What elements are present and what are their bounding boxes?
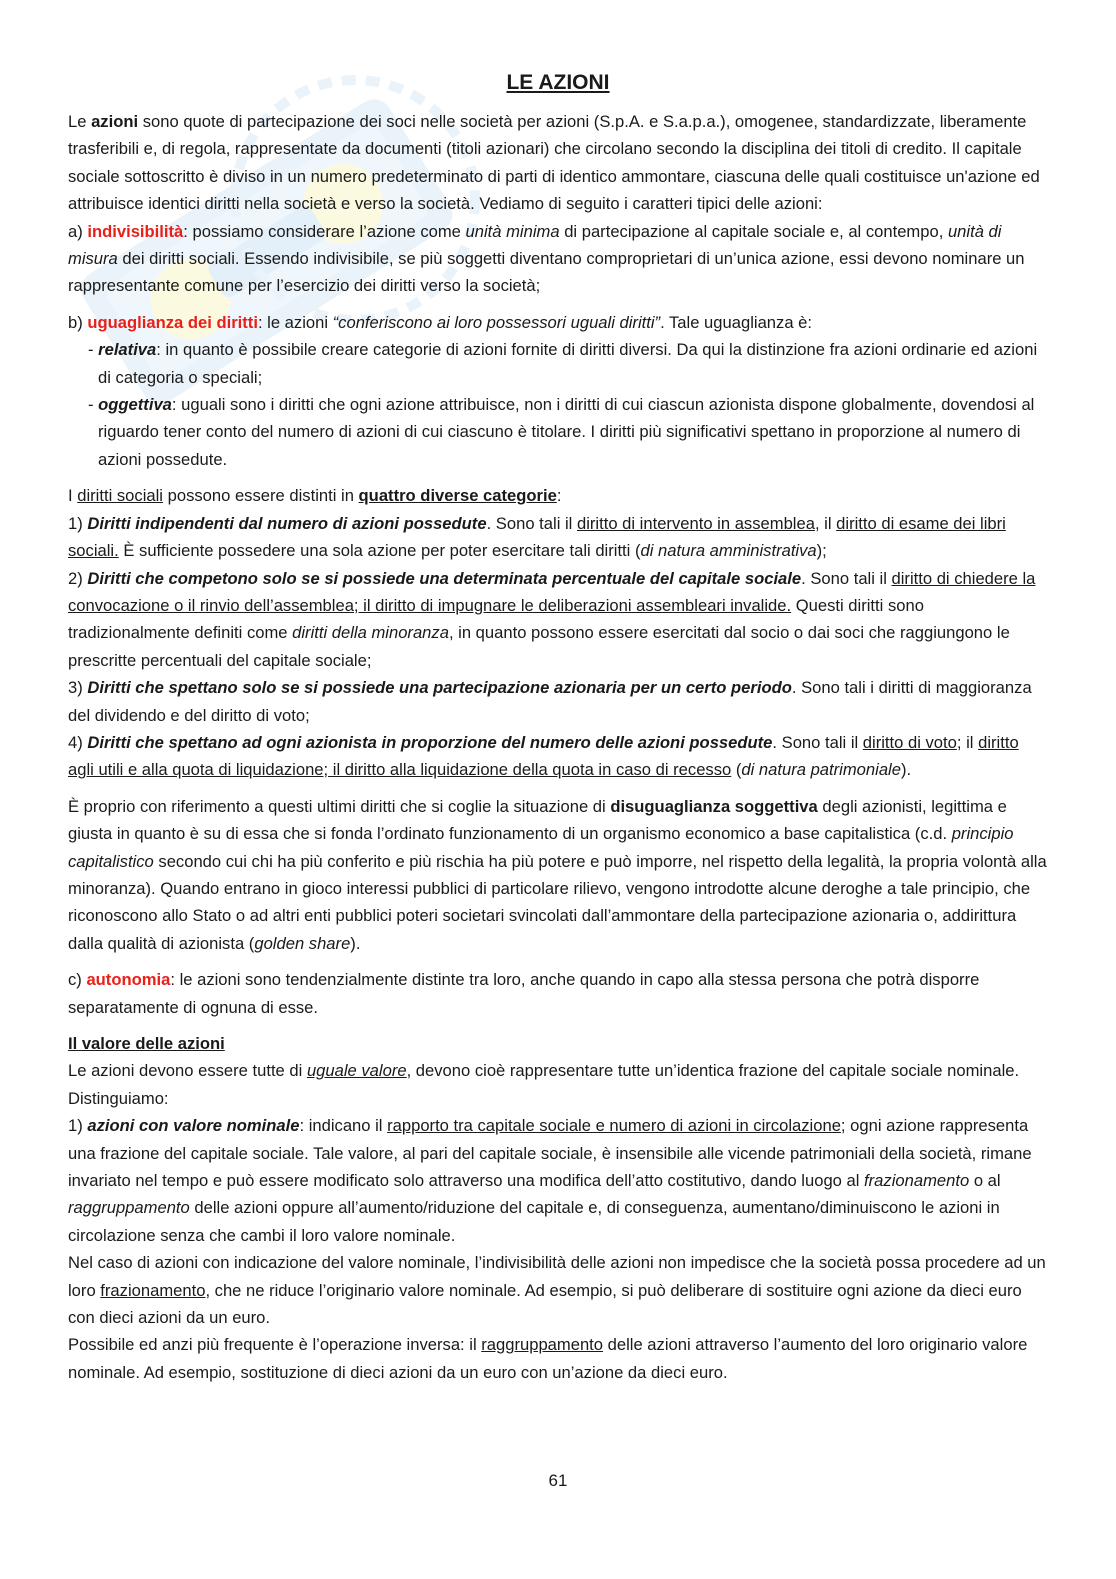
disuguaglianza-paragraph: È proprio con riferimento a questi ultimi diritti che si coglie la situazione di disuguaglianza soggettiva degli azionisti, legittima e giusta in quanto è su di essa che si fonda l’ordinato funzionamento di un organismo economico a base capitalistica (c.d. principio capitalistico secondo cui chi ha più conferito e più rischia ha più potere e può imporre, nel rispetto della legalità, la propria volontà alla minoranza). Quando entrano in gioco interessi pubblici di particolare rilievo, vengono introdotte alcune deroghe a tale principio, che riconoscono allo Stato o ad altri enti pubblici poteri societari svincolati dall’ammontare della partecipazione azionaria o, addirittura dalla qualità di azionista (golden share).: [68, 796, 1047, 953]
azioni-term: azioni: [91, 112, 139, 131]
categoria-2: 2) Diritti che competono solo se si possiede una determinata percentuale del capitale sociale. Sono tali il diritto di chiedere la convocazione o il rinvio dell’assemblea; il diritto di impugnare le deliberazioni assembleari invalide. Questi diritti sono tradizionalmente definiti come diritti della minoranza, in quanto possono essere esercitati dal socio o dai soci che raggiungono le prescritte percentuali del capitale sociale;: [68, 568, 1036, 670]
categorie-intro: I diritti sociali possono essere distinti in quattro diverse categorie:: [68, 486, 562, 506]
categoria-1: 1) Diritti indipendenti dal numero di azioni possedute. Sono tali il diritto di intervento in assemblea, il diritto di esame dei libri sociali. È sufficiente possedere una sola azione per poter esercitare tali diritti (di natura amministrativa);: [68, 513, 1006, 561]
valore-nominale-item: 1) azioni con valore nominale: indicano il rapporto tra capitale sociale e numero di azioni in circolazione; ogni azione rappresenta una frazione del capitale sociale. Tale valore, al pari del capitale sociale, è insensibile alle vicende patrimoniali della società, rimane invariato nel tempo e può essere modificato solo attraverso una modifica dell’atto costitutivo, dando luogo al frazionamento o al raggruppamento delle azioni oppure all’aumento/riduzione del capitale e, di conseguenza, aumentano/diminuiscono le azioni in circolazione senza che cambi il loro valore nominale.: [68, 1116, 1032, 1245]
uguaglianza-term: uguaglianza dei diritti: [87, 312, 258, 332]
uguaglianza-paragraph: b) uguaglianza dei diritti: le azioni “conferiscono ai loro possessori uguali diritti”. Tale uguaglianza è:: [68, 312, 812, 332]
relativa-item: - relativa: in quanto è possibile creare categorie di azioni fornite di diritti diversi. Da qui la distinzione fra azioni ordinarie ed azioni di categoria o speciali;: [88, 340, 1038, 387]
document-body: [68, 68, 1048, 1386]
valore-heading: Il valore delle azioni: [68, 1034, 225, 1053]
page-number: 61: [548, 1471, 568, 1490]
raggruppamento-paragraph: Possibile ed anzi più frequente è l’operazione inversa: il raggruppamento delle azioni attraverso l’aumento del loro originario valore nominale. Ad esempio, sostituzione di dieci azioni da un euro con un’azione da dieci euro.: [68, 1335, 1028, 1382]
valore-intro: Le azioni devono essere tutte di uguale valore, devono cioè rappresentare tutte un’identica frazione del capitale sociale nominale. Distinguiamo:: [68, 1061, 1020, 1108]
autonomia-term: autonomia: [86, 970, 171, 990]
page-title: LE AZIONI: [506, 71, 610, 94]
indivisibilita-term: indivisibilità: [87, 221, 184, 241]
indivisibilita-paragraph: a) indivisibilità: possiamo considerare l’azione come unità minima di partecipazione al capitale sociale e, al contempo, unità di misura dei diritti sociali. Essendo indivisibile, se più soggetti diventano comproprietari di un’unica azione, essi devono nominare un rappresentante comune per l’esercizio dei diritti verso la società;: [68, 221, 1025, 296]
categoria-4: 4) Diritti che spettano ad ogni azionista in proporzione del numero delle azioni possedute. Sono tali il diritto di voto; il diritto agli utili e alla quota di liquidazione; il diritto alla liquidazione della quota in caso di recesso (di natura patrimoniale).: [68, 732, 1019, 780]
autonomia-paragraph: c) autonomia: le azioni sono tendenzialmente distinte tra loro, anche quando in capo alla stessa persona che potrà disporre separatamente di ognuna di esse.: [68, 970, 980, 1017]
categoria-3: 3) Diritti che spettano solo se si possiede una partecipazione azionaria per un certo periodo. Sono tali i diritti di maggioranza del dividendo e del diritto di voto;: [68, 678, 1032, 725]
frazionamento-paragraph: Nel caso di azioni con indicazione del valore nominale, l’indivisibilità delle azioni non impedisce che la società possa procedere ad un loro frazionamento, che ne riduce l’originario valore nominale. Ad esempio, si può deliberare di sostituire ogni azione da dieci euro con dieci azioni da un euro.: [68, 1253, 1046, 1328]
oggettiva-item: - oggettiva: uguali sono i diritti che ogni azione attribuisce, non i diritti di cui ciascun azionista dispone globalmente, dovendosi al riguardo tener conto del numero di azioni di cui ciascuno è titolare. I diritti più significativi spettano in proporzione al numero di azioni possedute.: [88, 395, 1035, 469]
intro-paragraph: Le azioni sono quote di partecipazione dei soci nelle società per azioni (S.p.A. e S.a.p.a.), omogenee, standardizzate, liberamente trasferibili e, di regola, rappresentate da documenti (titoli azionari) che circolano secondo la disciplina dei titoli di credito. Il capitale sociale sottoscritto è diviso in un numero predeterminato di parti di identico ammontare, ciascuna delle quali costituisce un'azione ed attribuisce identici diritti nella società e verso la società. Vediamo di seguito i caratteri tipici delle azioni:: [68, 112, 1040, 214]
